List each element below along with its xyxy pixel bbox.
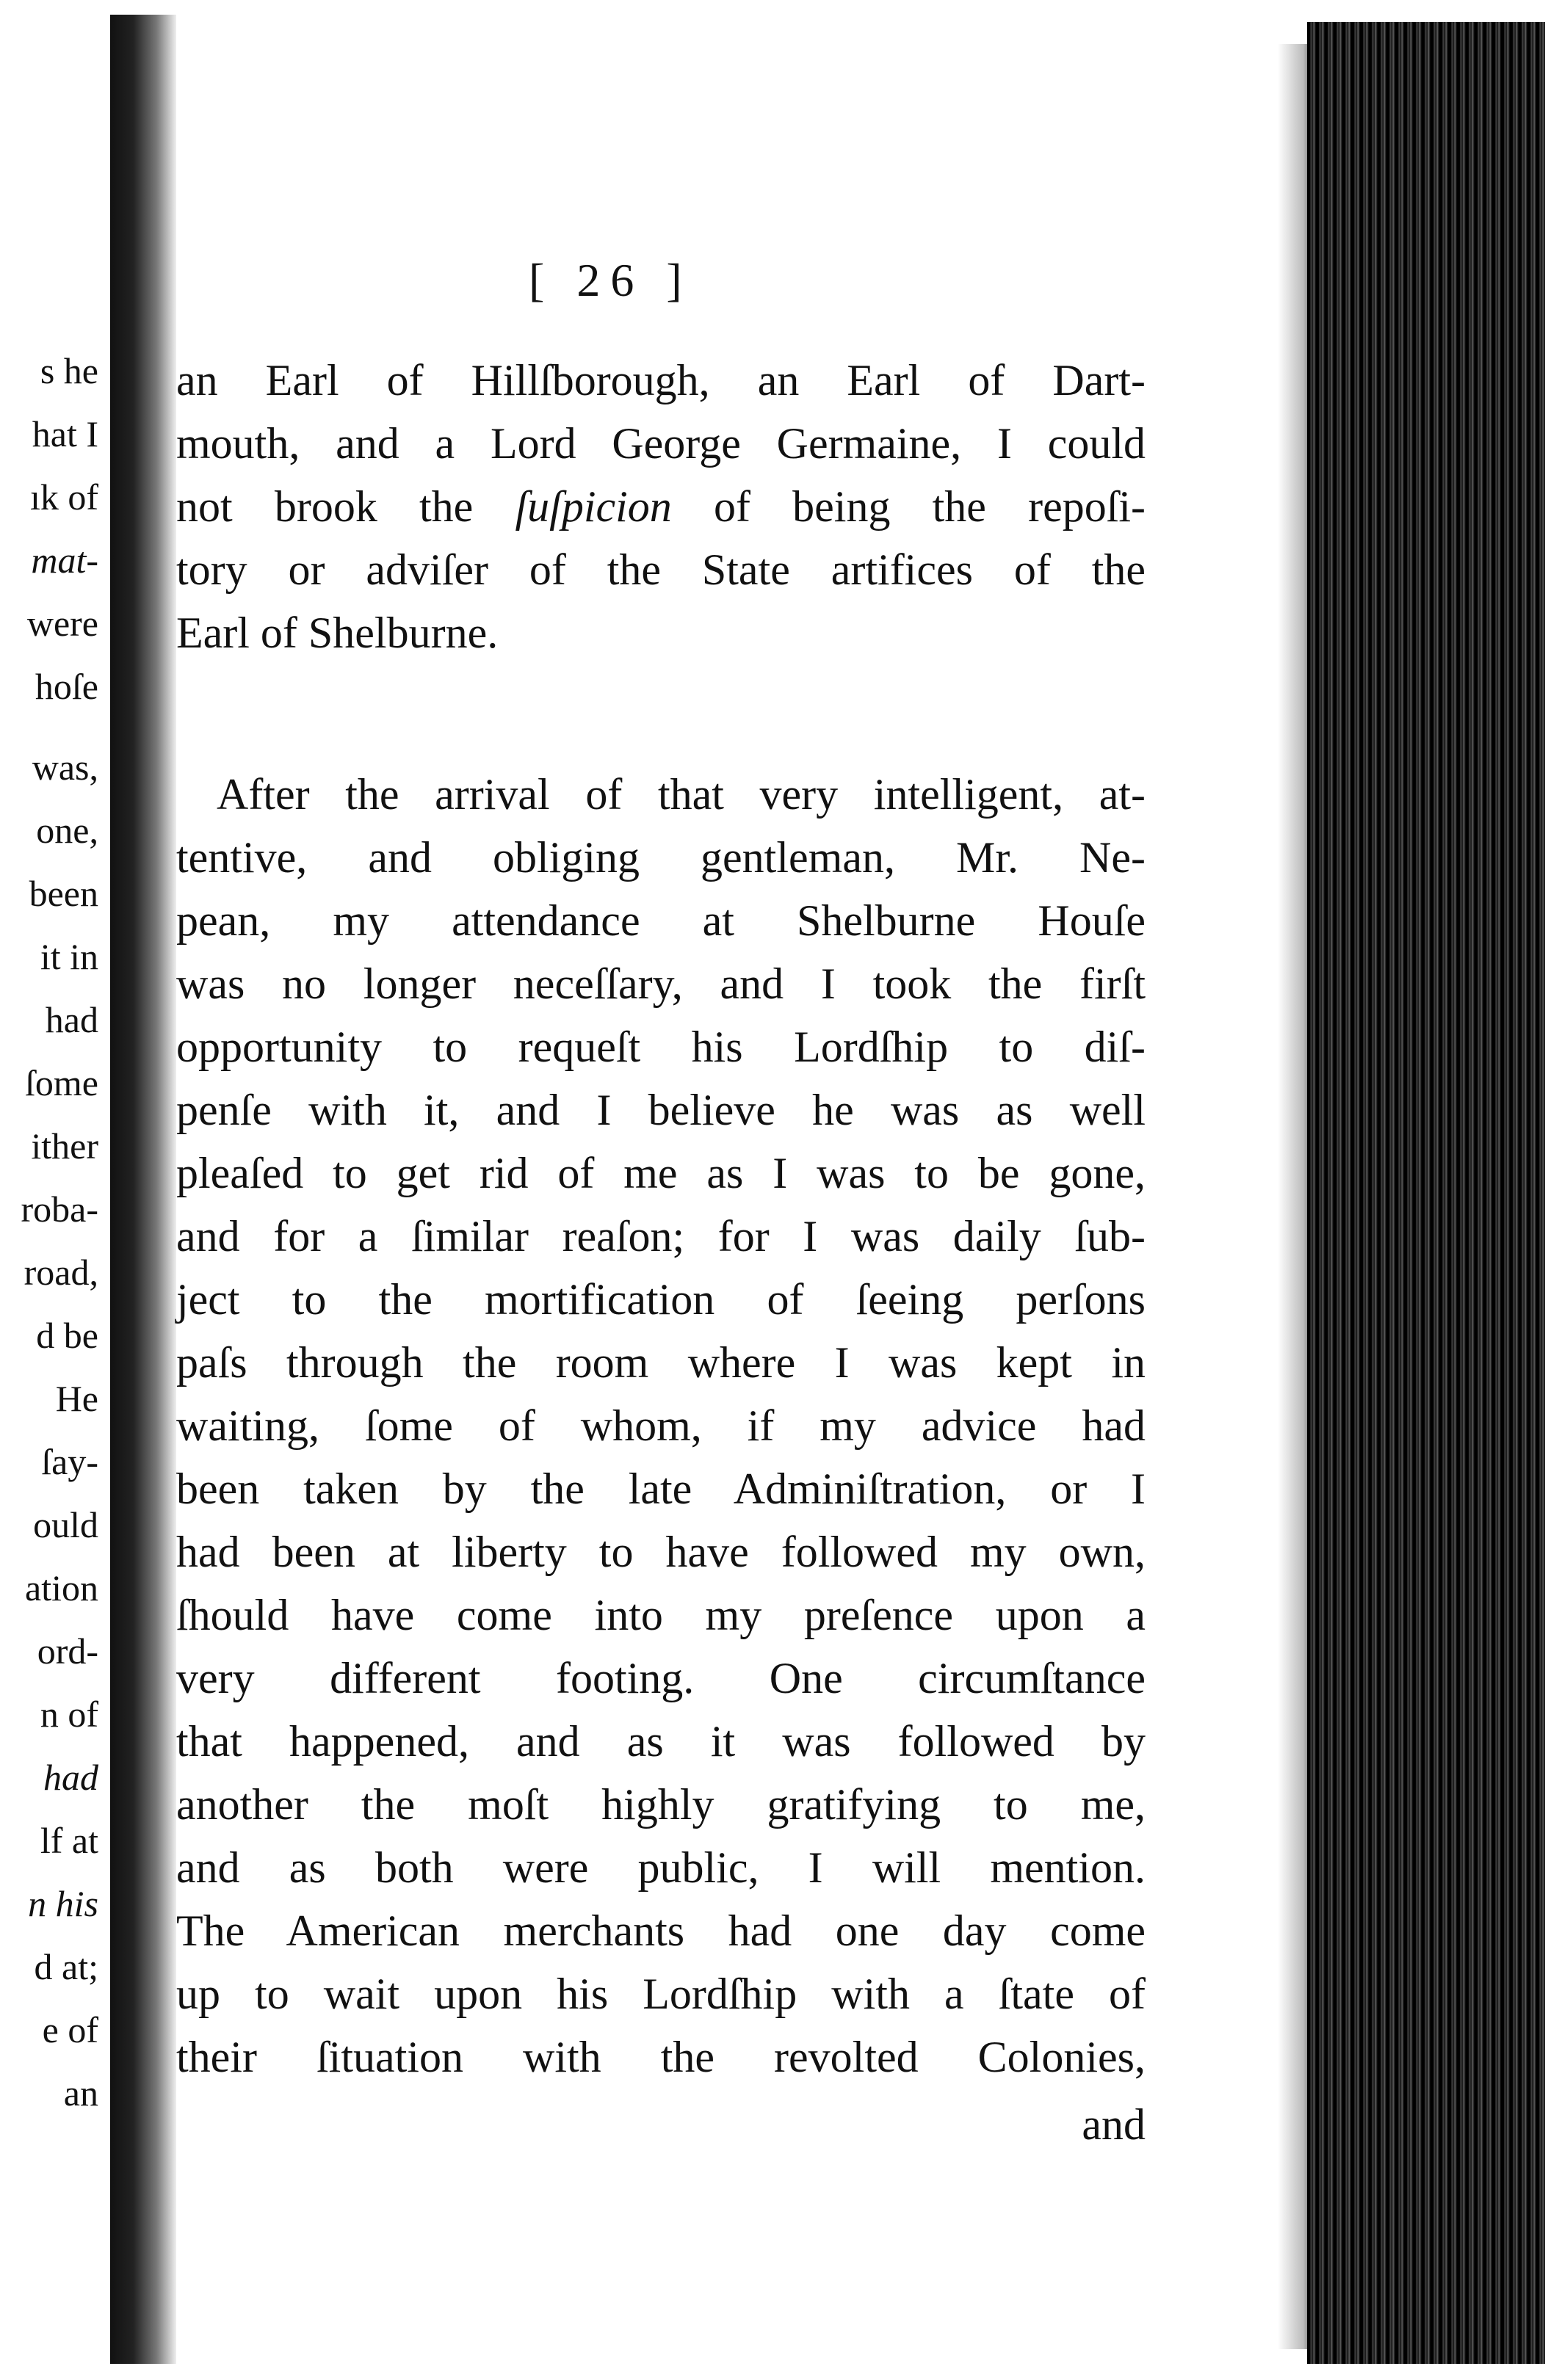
book-page xyxy=(176,0,1307,2380)
text-line: tentive, and obliging gentleman, Mr. Ne- xyxy=(176,833,1146,882)
text-line: was no longer neceſſary, and I took the firſt xyxy=(176,959,1146,1008)
text-line: tory or adviſer of the State artifices of the xyxy=(176,545,1146,594)
left-fragment: n his xyxy=(28,1883,98,1924)
left-fragment: ſome xyxy=(25,1062,98,1103)
text-segment: of being the repoſi- xyxy=(714,482,1146,531)
text-line: penſe with it, and I believe he was as well xyxy=(176,1086,1146,1134)
text-line: and as both were public, I will mention. xyxy=(176,1843,1146,1892)
left-fragment: were xyxy=(26,603,98,644)
left-fragment: ık of xyxy=(29,476,98,518)
book-fore-edge xyxy=(1307,22,1545,2364)
left-fragment: n of xyxy=(40,1694,98,1735)
left-fragment: lf at xyxy=(40,1820,98,1861)
left-fragment: ſay- xyxy=(41,1441,98,1482)
left-fragment: road, xyxy=(23,1252,98,1293)
text-line: pean, my attendance at Shelburne Houſe xyxy=(176,896,1146,945)
left-fragment: d at; xyxy=(34,1946,98,1987)
left-fragment: hoſe xyxy=(35,666,98,707)
text-segment: not brook the xyxy=(176,482,474,531)
page-number: [ 26 ] xyxy=(529,254,692,306)
text-line: Earl of Shelburne. xyxy=(176,609,499,657)
book-gutter xyxy=(110,15,176,2364)
text-line: paſs through the room where I was kept in xyxy=(176,1338,1146,1387)
text-line: that happened, and as it was followed by xyxy=(176,1717,1146,1766)
left-fragment: He xyxy=(55,1378,98,1419)
left-fragment: an xyxy=(63,2072,98,2114)
text-line: pleaſed to get rid of me as I was to be gone, xyxy=(176,1149,1146,1197)
text-line: The American merchants had one day come xyxy=(176,1906,1146,1955)
text-line: ſhould have come into my preſence upon a xyxy=(176,1591,1146,1639)
text-line xyxy=(176,475,1146,538)
text-line: an Earl of Hillſborough, an Earl of Dart- xyxy=(176,356,1146,404)
text-line: been taken by the late Adminiſtration, or I xyxy=(176,1465,1146,1513)
left-fragment: hat I xyxy=(32,413,98,454)
text-line: up to wait upon his Lordſhip with a ſtate of xyxy=(176,1970,1146,2018)
text-line: ject to the mortification of ſeeing perſons xyxy=(176,1275,1146,1324)
text-line: waiting, ſome of whom, if my advice had xyxy=(176,1401,1146,1450)
left-fragment: one, xyxy=(36,810,98,851)
left-fragment: ither xyxy=(31,1125,98,1167)
left-fragment: ord- xyxy=(37,1630,98,1672)
catchword: and xyxy=(1082,2100,1146,2149)
left-page-fragment xyxy=(0,0,110,2380)
left-fragment: e of xyxy=(42,2009,98,2050)
left-fragment: had xyxy=(43,1757,98,1798)
left-fragment: had xyxy=(45,999,98,1040)
left-fragment: it in xyxy=(40,936,98,977)
left-fragment: mat- xyxy=(31,540,98,581)
left-fragment: ation xyxy=(25,1567,98,1608)
italic-word: ſuſpicion xyxy=(515,482,672,531)
text-line: another the moſt highly gratifying to me, xyxy=(176,1780,1146,1829)
text-line: and for a ſimilar reaſon; for I was daily ſub- xyxy=(176,1212,1146,1260)
text-line: had been at liberty to have followed my own, xyxy=(176,1528,1146,1576)
left-fragment: s he xyxy=(40,350,98,391)
left-fragment: d be xyxy=(36,1315,98,1356)
text-line: mouth, and a Lord George Germaine, I could xyxy=(176,419,1146,468)
text-line: opportunity to requeſt his Lordſhip to diſ- xyxy=(176,1023,1146,1071)
left-fragment: ould xyxy=(33,1504,98,1545)
left-fragment: was, xyxy=(32,747,98,788)
page-body xyxy=(176,349,1146,2089)
left-fragment: roba- xyxy=(21,1189,98,1230)
text-line: After the arrival of that very intelligent, at- xyxy=(217,770,1146,819)
text-line: very different footing. One circumſtance xyxy=(176,1654,1146,1702)
text-line: their ſituation with the revolted Colonies, xyxy=(176,2033,1146,2081)
left-fragment: been xyxy=(29,873,98,914)
